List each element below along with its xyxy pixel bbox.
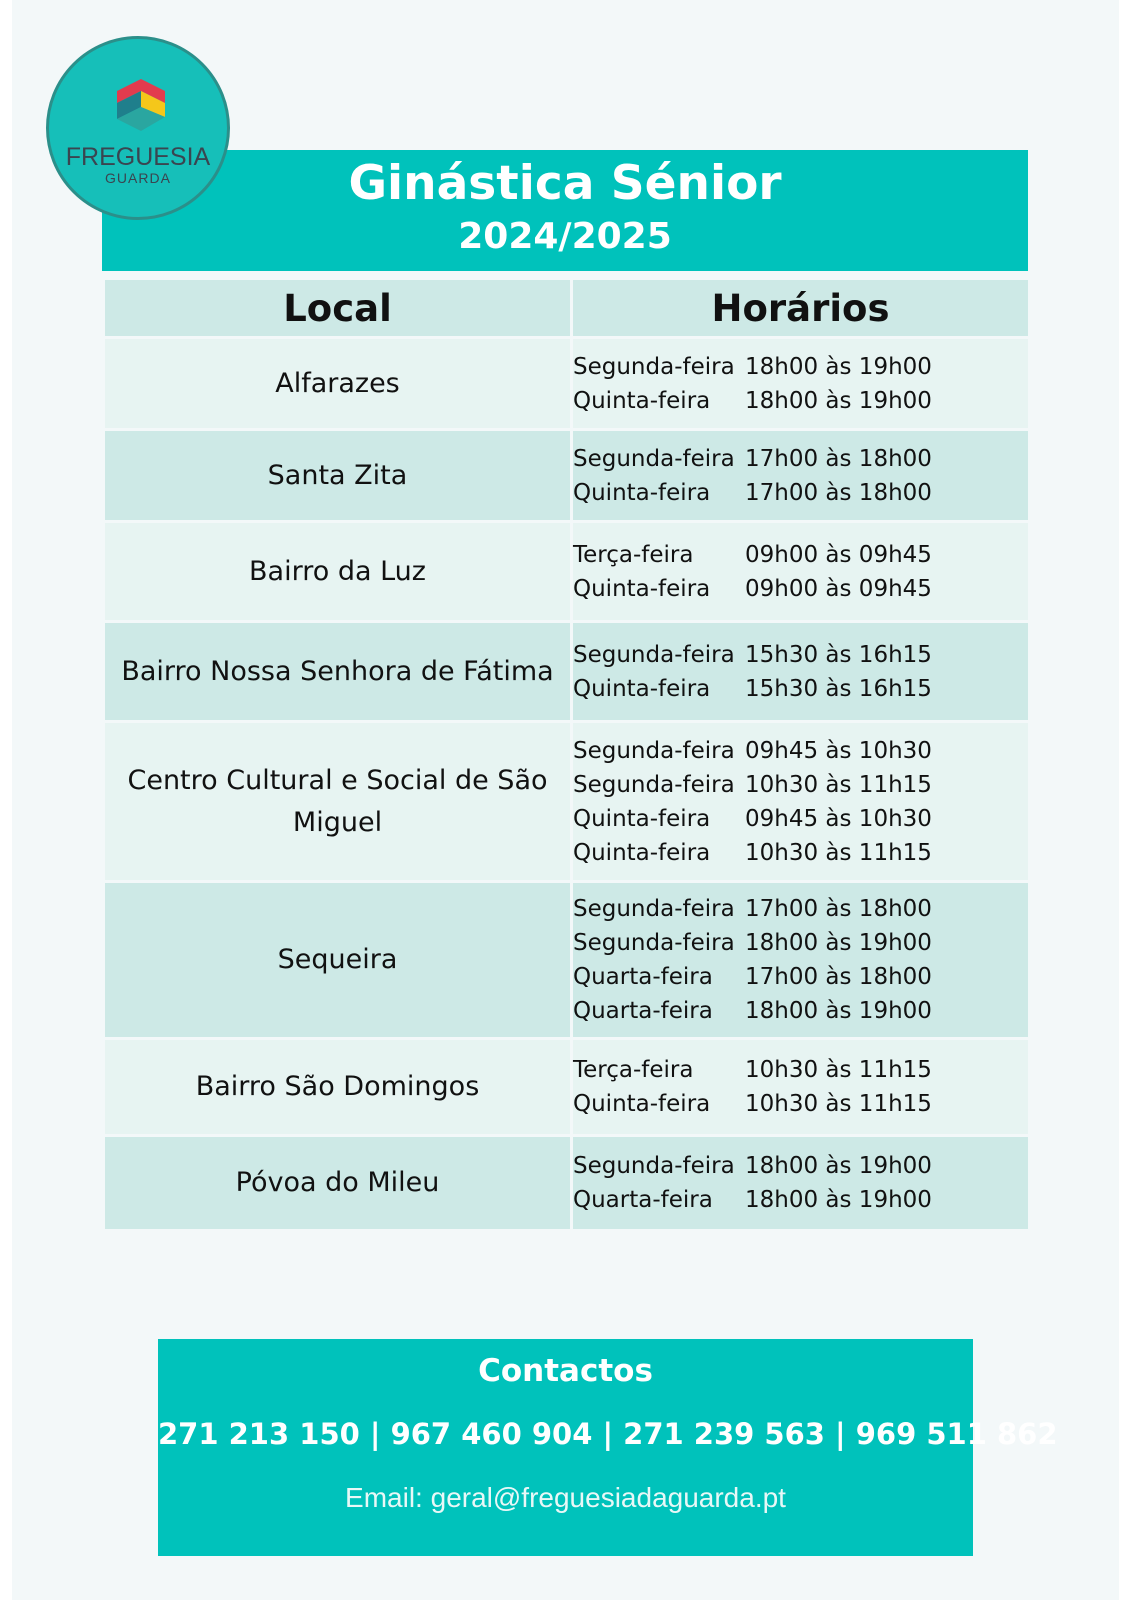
schedule-slot [573, 538, 1028, 572]
schedule-slot [573, 734, 1028, 768]
table-row [104, 882, 1030, 1039]
season-year: 2024/2025 [458, 216, 672, 257]
hours-cell [572, 338, 1030, 430]
schedule-slot [573, 1183, 1028, 1217]
contact-email: Email: geral@freguesiadaguarda.pt [345, 1482, 786, 1513]
slot-time: 18h00 às 19h00 [745, 1153, 932, 1179]
table-row [104, 430, 1030, 522]
column-header-hours: Horários [572, 279, 1030, 338]
slot-day: Segunda-feira [573, 896, 735, 922]
slot-time: 17h00 às 18h00 [745, 479, 932, 506]
slot-time: 18h00 às 19h00 [745, 1187, 932, 1213]
schedule-slot [573, 442, 1028, 476]
schedule-body [104, 338, 1030, 1231]
hours-cell [572, 430, 1030, 522]
hours-cell [572, 722, 1030, 882]
contact-phones: 271 213 150 | 967 460 904 | 271 239 563 | 969 511 862 [158, 1417, 1058, 1451]
slot-time: 09h00 às 09h45 [745, 575, 932, 602]
slot-time: 18h00 às 19h00 [745, 353, 932, 380]
location-cell: Sequeira [104, 882, 572, 1039]
slot-day: Segunda-feira [573, 353, 735, 380]
hours-cell [572, 882, 1030, 1039]
location-cell: Bairro da Luz [104, 522, 572, 622]
location-cell: Bairro Nossa Senhora de Fátima [104, 622, 572, 722]
schedule-slot [573, 572, 1028, 606]
slot-day: Quarta-feira [573, 964, 713, 990]
slot-time: 09h45 às 10h30 [745, 737, 932, 764]
slot-time: 18h00 às 19h00 [745, 998, 932, 1024]
slot-day: Quinta-feira [573, 387, 711, 414]
slot-time: 15h30 às 16h15 [745, 641, 932, 668]
slot-day: Terça-feira [573, 541, 694, 568]
table-row [104, 1039, 1030, 1136]
schedule-slot [573, 836, 1028, 870]
hours-cell [572, 1136, 1030, 1231]
slot-time: 10h30 às 11h15 [745, 1057, 932, 1083]
schedule-slot [573, 638, 1028, 672]
slot-time: 10h30 às 11h15 [745, 1091, 932, 1117]
slot-day: Quinta-feira [573, 675, 711, 702]
cube-logo-icon [113, 77, 169, 133]
schedule-slot [573, 1149, 1028, 1183]
logo-name: FREGUESIA [65, 143, 211, 171]
slot-day: Quinta-feira [573, 805, 711, 832]
schedule-slot [573, 892, 1028, 926]
slot-day: Quinta-feira [573, 1091, 711, 1117]
slot-day: Quarta-feira [573, 1187, 713, 1213]
slot-day: Segunda-feira [573, 737, 735, 764]
title-banner [102, 150, 1028, 271]
schedule-slot [573, 926, 1028, 960]
slot-time: 17h00 às 18h00 [745, 896, 932, 922]
table-row [104, 522, 1030, 622]
freguesia-logo [46, 36, 230, 220]
slot-day: Segunda-feira [573, 771, 735, 798]
location-cell: Alfarazes [104, 338, 572, 430]
location-cell: Santa Zita [104, 430, 572, 522]
slot-day: Segunda-feira [573, 641, 735, 668]
page-title: Ginástica Sénior [348, 156, 782, 211]
table-row [104, 622, 1030, 722]
hours-cell [572, 522, 1030, 622]
contacts-title: Contactos [478, 1353, 653, 1389]
schedule-slot [573, 994, 1028, 1028]
schedule-slot [573, 768, 1028, 802]
slot-time: 10h30 às 11h15 [745, 771, 932, 798]
contacts-box [158, 1339, 1058, 1556]
schedule-slot [573, 384, 1028, 418]
hours-cell [572, 1039, 1030, 1136]
logo-subtitle: GUARDA [105, 170, 171, 186]
slot-time: 17h00 às 18h00 [745, 445, 932, 472]
slot-time: 17h00 às 18h00 [745, 964, 932, 990]
slot-time: 18h00 às 19h00 [745, 930, 932, 956]
table-row [104, 338, 1030, 430]
table-header-row [104, 279, 1030, 338]
schedule-slot [573, 350, 1028, 384]
schedule-slot [573, 1053, 1028, 1087]
slot-day: Quarta-feira [573, 998, 713, 1024]
table-row [104, 1136, 1030, 1231]
slot-day: Quinta-feira [573, 839, 711, 866]
location-cell: Póvoa do Mileu [104, 1136, 572, 1231]
schedule-slot [573, 476, 1028, 510]
slot-time: 18h00 às 19h00 [745, 387, 932, 414]
location-cell: Bairro São Domingos [104, 1039, 572, 1136]
schedule-slot [573, 802, 1028, 836]
slot-day: Segunda-feira [573, 1153, 735, 1179]
slot-time: 09h45 às 10h30 [745, 805, 932, 832]
location-cell: Centro Cultural e Social de São Miguel [104, 722, 572, 882]
slot-day: Quinta-feira [573, 575, 711, 602]
slot-day: Quinta-feira [573, 479, 711, 506]
schedule-slot [573, 960, 1028, 994]
slot-time: 15h30 às 16h15 [745, 675, 932, 702]
schedule-slot [573, 1087, 1028, 1121]
slot-day: Segunda-feira [573, 445, 735, 472]
slot-time: 09h00 às 09h45 [745, 541, 932, 568]
schedule-table [102, 277, 1031, 1232]
column-header-local: Local [104, 279, 572, 338]
hours-cell [572, 622, 1030, 722]
slot-day: Segunda-feira [573, 930, 735, 956]
table-row [104, 722, 1030, 882]
slot-time: 10h30 às 11h15 [745, 839, 932, 866]
schedule-slot [573, 672, 1028, 706]
slot-day: Terça-feira [573, 1057, 694, 1083]
